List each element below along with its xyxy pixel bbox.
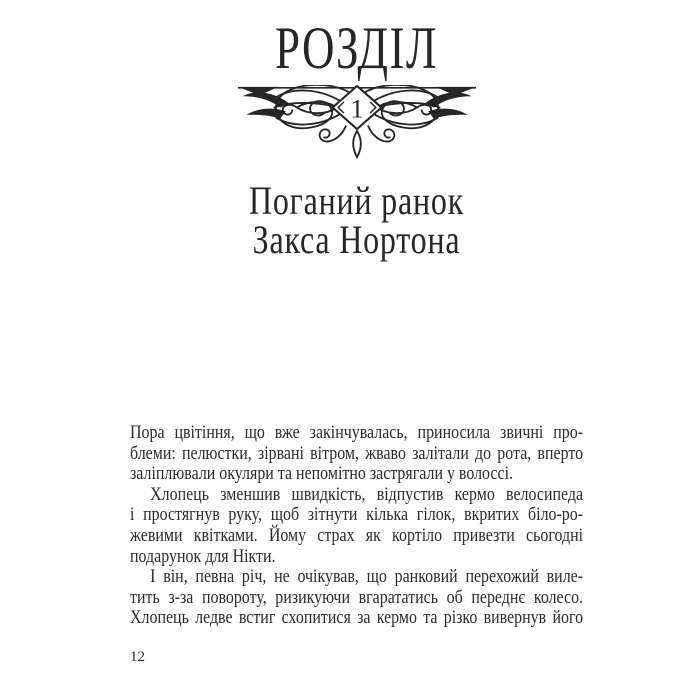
body-line: і простягнув руку, щоб зітнути кілька гілок, вкритих біло-ро- (130, 504, 584, 526)
chapter-title-line-1: Поганий ранок (248, 178, 465, 223)
chapter-ornament (130, 85, 583, 165)
ornament-taper-left (237, 87, 277, 95)
body-line: І він, певна річ, не очікував, що ранковий перехожий виле- (150, 566, 584, 588)
chapter-title-line-2: Закса Нортона (252, 217, 461, 262)
body-line: подарунок для Нікти. (130, 545, 276, 567)
chapter-heading: РОЗДІЛ (274, 15, 439, 81)
body-line: Хлопець зменшив швидкість, відпустив кермо велосипеда (150, 483, 584, 505)
ornament-teardrop (353, 131, 361, 157)
body-line: жевими квітками. Йому страх як кортіло привезти сьогодні (130, 524, 584, 546)
body-line: Хлопець ледве встиг схопитися за кермо та різко вивернув його (130, 607, 584, 629)
chapter-number: 1 (349, 94, 364, 124)
body-text (130, 423, 583, 629)
chapter-title (175, 178, 537, 262)
ornament-taper-right (435, 87, 475, 95)
ornament-flourish-graphic (235, 85, 479, 160)
page-number: 12 (130, 649, 145, 665)
body-line: заліплювали окуляри та непомітно застрягали у волоссі. (130, 463, 513, 485)
body-line: тить з-за повороту, ризикуючи вгарататись об переднє колесо. (130, 586, 584, 608)
body-line: Пора цвітіння, що вже закінчувалась, приносила звичні про- (130, 422, 584, 443)
body-line: блеми: пелюстки, зірвані вітром, жваво залітали до рота, вперто (130, 442, 584, 464)
